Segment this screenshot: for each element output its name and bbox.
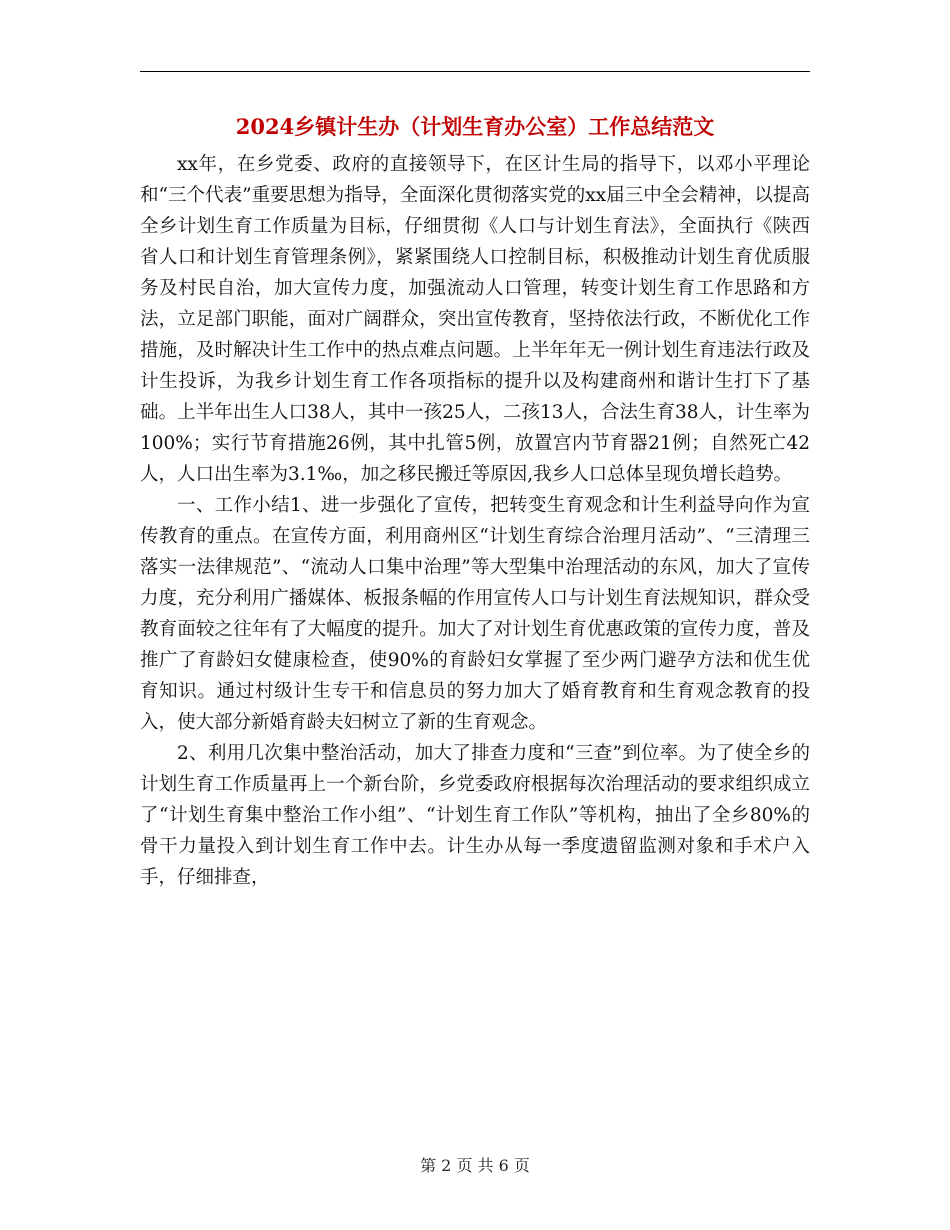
paragraph: xx年，在乡党委、政府的直接领导下，在区计生局的指导下，以邓小平理论和“三个代表”重要思想为指导，全面深化贯彻落实党的xx届三中全会精神，以提高全乡计划生育工作质量为目标，仔细贯彻《人口与计划生育法》，全面执行《陕西省人口和计划生育管理条例》，紧紧围绕人口控制目标，积极推动计划生育优质服务及村民自治，加大宣传力度，加强流动人口管理，转变计划生育工作思路和方法，立足部门职能，面对广阔群众，突出宣传教育，坚持依法行政，不断优化工作措施，及时解决计生工作中的热点难点问题。上半年年无一例计划生育违法行政及计生投诉，为我乡计划生育工作各项指标的提升以及构建商州和谐计生打下了基础。上半年出生人口38人，其中一孩25人，二孩13人，合法生育38人，计生率为100%；实行节育措施26例，其中扎管5例，放置宫内节育器21例；自然死亡42人，人口出生率为3.1‰，加之移民搬迁等原因,我乡人口总体呈现负增长趋势。 [140,154,810,485]
header-rule [140,71,810,72]
paragraph: 一、工作小结1、进一步强化了宣传，把转变生育观念和计生利益导向作为宣传教育的重点。在宣传方面，利用商州区“计划生育综合治理月活动”、“三清理三落实一法律规范”、“流动人口集中治理”等大型集中治理活动的东风，加大了宣传力度，充分利用广播媒体、板报条幅的作用宣传人口与计划生育法规知识，群众受教育面较之往年有了大幅度的提升。加大了对计划生育优惠政策的宣传力度，普及推广了育龄妇女健康检查，使90%的育龄妇女掌握了至少两门避孕方法和优生优育知识。通过村级计生专干和信息员的努力加大了婚育教育和生育观念教育的投入，使大部分新婚育龄夫妇树立了新的生育观念。 [140,495,810,733]
document-body [140,149,810,893]
document-title: 2024乡镇计生办（计划生育办公室）工作总结范文 [235,114,715,139]
paragraph: 2、利用几次集中整治活动，加大了排查力度和“三查”到位率。为了使全乡的计划生育工作质量再上一个新台阶，乡党委政府根据每次治理活动的要求组织成立了“计划生育集中整治工作小组”、“计划生育工作队”等机构，抽出了全乡80%的骨干力量投入到计划生育工作中去。计生办从每一季度遗留监测对象和手术户入手，仔细排查， [140,743,810,888]
page-footer: 第 2 页 共 6 页 [420,1156,530,1175]
